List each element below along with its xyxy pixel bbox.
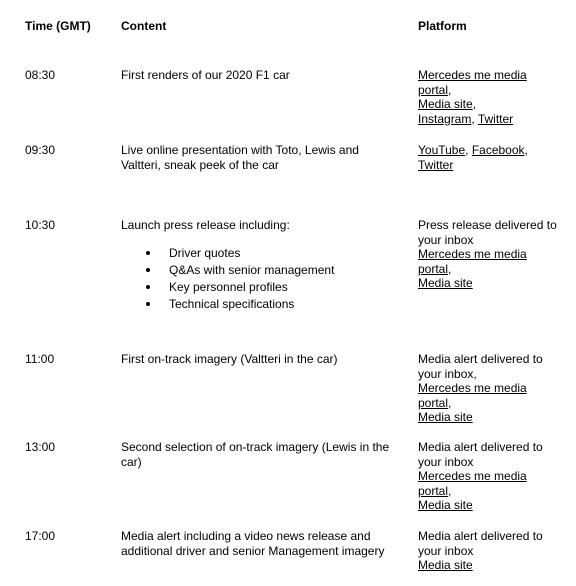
row-content: First renders of our 2020 F1 car: [121, 68, 290, 82]
platform-link[interactable]: Mercedes me media portal: [418, 247, 527, 276]
row-content-block: [121, 218, 396, 314]
platform-text: ,: [448, 483, 452, 498]
platform-link[interactable]: Media site: [418, 558, 473, 573]
platform-text: ,: [472, 97, 477, 112]
platform-text: Press release delivered to your inbox: [418, 218, 557, 247]
platform-link[interactable]: Media site: [418, 276, 473, 291]
platform-text: ,: [465, 143, 472, 157]
bullet-list: [121, 246, 396, 314]
row-content: Launch press release including:: [121, 218, 290, 232]
row-platform: [418, 218, 558, 291]
row-platform: [418, 529, 558, 573]
row-time: 08:30: [25, 68, 56, 82]
platform-link[interactable]: Mercedes me media portal: [418, 469, 527, 498]
platform-text: Media alert delivered to your inbox: [418, 529, 543, 558]
row-content: First on-track imagery (Valtteri in the car): [121, 352, 338, 366]
header-time: Time (GMT): [25, 19, 91, 33]
row-platform: [418, 143, 558, 172]
header-platform: Platform: [418, 19, 467, 33]
row-time: 11:00: [25, 352, 55, 366]
platform-link[interactable]: Facebook: [471, 143, 525, 157]
row-platform: [418, 68, 558, 126]
header-content: Content: [121, 19, 167, 33]
platform-link[interactable]: YouTube: [418, 143, 466, 157]
row-time: 09:30: [25, 143, 56, 157]
platform-link[interactable]: Twitter: [477, 111, 514, 126]
row-content: Live online presentation with Toto, Lewis and Valtteri, sneak peek of the car: [121, 143, 359, 172]
bullet-item: Q&As with senior management: [121, 263, 396, 280]
platform-link[interactable]: Mercedes me media portal: [418, 68, 527, 97]
row-platform: [418, 352, 558, 425]
platform-link[interactable]: Media site: [418, 410, 473, 425]
platform-text: ,: [471, 111, 478, 126]
platform-text: ,: [448, 395, 452, 410]
platform-text: Media alert delivered to your inbox,: [418, 352, 543, 381]
platform-link[interactable]: Instagram: [418, 111, 472, 126]
bullet-item: Technical specifications: [121, 297, 396, 314]
row-platform: [418, 440, 558, 513]
platform-text: ,: [448, 261, 452, 276]
platform-link[interactable]: Twitter: [418, 157, 454, 172]
row-content: Second selection of on-track imagery (Lewis in the car): [121, 440, 390, 469]
row-time: 10:30: [25, 218, 56, 232]
row-time: 13:00: [25, 440, 56, 454]
bullet-item: Driver quotes: [121, 246, 396, 263]
platform-text: ,: [524, 143, 528, 157]
platform-text: ,: [448, 82, 452, 97]
platform-link[interactable]: Media site: [418, 498, 473, 513]
row-time: 17:00: [25, 529, 56, 543]
platform-text: Media alert delivered to your inbox: [418, 440, 543, 469]
platform-link[interactable]: Mercedes me media portal: [418, 381, 527, 410]
platform-link[interactable]: Media site: [418, 97, 473, 112]
row-content: Media alert including a video news release and additional driver and senior Management imagery: [121, 529, 385, 558]
bullet-item: Key personnel profiles: [121, 280, 396, 297]
